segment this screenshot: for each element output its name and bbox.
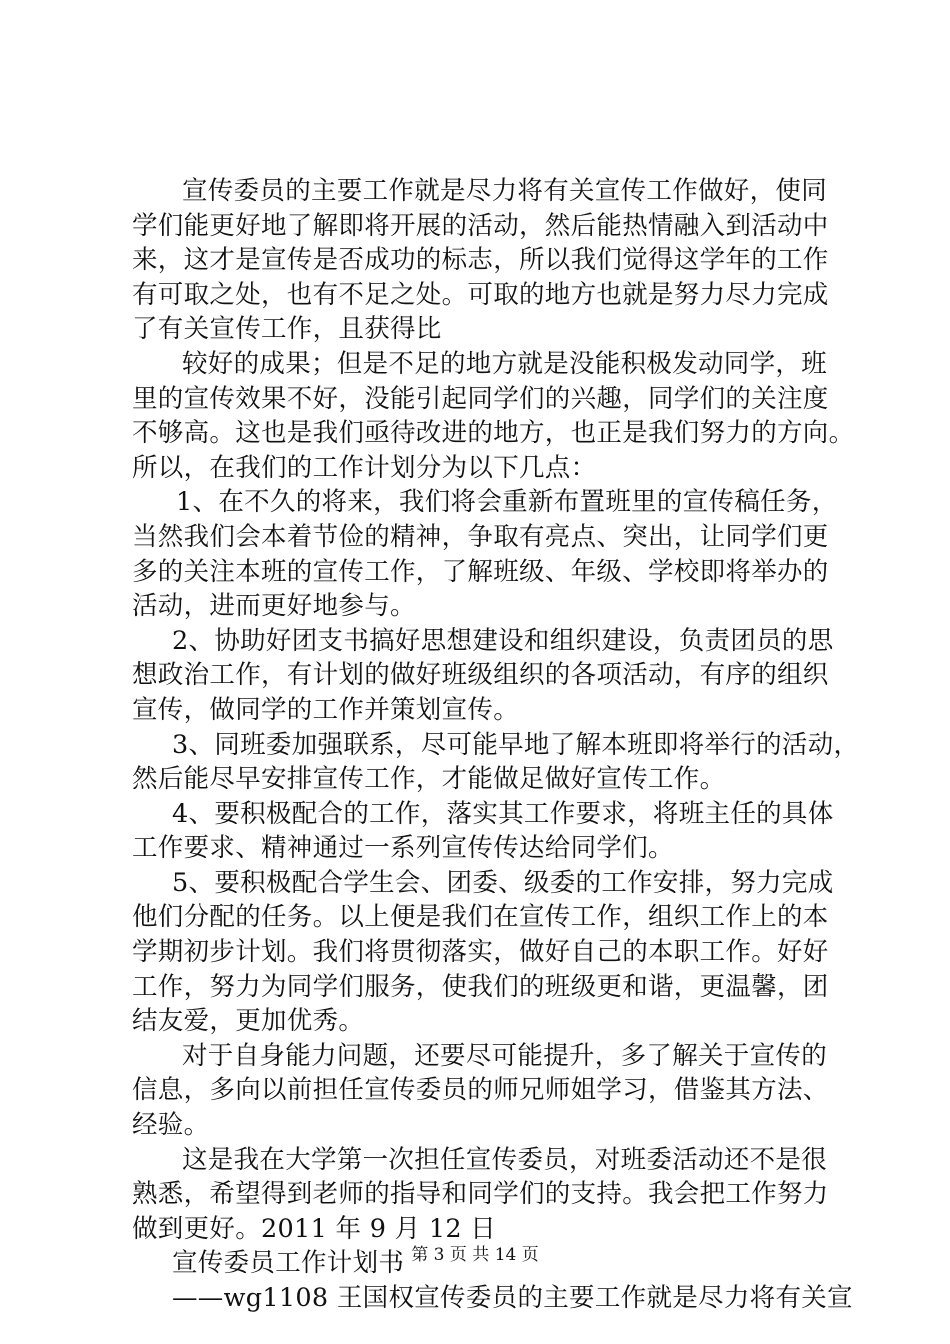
text-line: 不够高。这也是我们亟待改进的地方，也正是我们努力的方向。: [132, 418, 855, 449]
text-line: 对于自身能力问题，还要尽可能提升，多了解关于宣传的: [182, 1040, 828, 1071]
text-line: 了有关宣传工作，且获得比: [132, 314, 442, 345]
text-line: 结友爱，更加优秀。: [132, 1006, 365, 1037]
text-line: 当然我们会本着节俭的精神，争取有亮点、突出，让同学们更: [132, 521, 829, 552]
text-line: 较好的成果；但是不足的地方就是没能积极发动同学，班: [182, 348, 828, 379]
document-body: [132, 174, 860, 1316]
page-footer: 第 3 页 共 14 页: [411, 1245, 539, 1265]
text-line: 想政治工作，有计划的做好班级组织的各项活动，有序的组织: [132, 660, 829, 691]
section-title: 宣传委员工作计划书: [172, 1248, 405, 1279]
text-line: 熟悉，希望得到老师的指导和同学们的支持。我会把工作努力: [132, 1179, 829, 1210]
text-line: 经验。: [132, 1110, 210, 1141]
text-line: 里的宣传效果不好，没能引起同学们的兴趣，同学们的关注度: [132, 383, 829, 414]
text-line: 学们能更好地了解即将开展的活动，然后能热情融入到活动中: [132, 210, 829, 241]
text-line: 工作，努力为同学们服务，使我们的班级更和谐，更温馨，团: [132, 971, 829, 1002]
text-line: 有可取之处，也有不足之处。可取的地方也就是努力尽力完成: [132, 279, 829, 310]
text-line: 学期初步计划。我们将贯彻落实，做好自己的本职工作。好好: [132, 937, 829, 968]
text-line: 来，这才是宣传是否成功的标志，所以我们觉得这学年的工作: [132, 245, 829, 276]
text-line: 做到更好。2011 年 9 月 12 日: [132, 1213, 497, 1244]
author-line: ——wg1108 王国权宣传委员的主要工作就是尽力将有关宣: [172, 1283, 853, 1313]
text-line: 活动，进而更好地参与。: [132, 591, 416, 622]
text-line: 多的关注本班的宣传工作，了解班级、年级、学校即将举办的: [132, 556, 829, 587]
text-line: 工作要求、精神通过一系列宣传传达给同学们。: [132, 833, 674, 864]
text-line: 他们分配的任务。以上便是我们在宣传工作，组织工作上的本: [132, 902, 829, 933]
text-line: 1、在不久的将来，我们将会重新布置班里的宣传稿任务，: [176, 487, 838, 518]
text-line: 信息，多向以前担任宣传委员的师兄师姐学习，借鉴其方法、: [132, 1075, 829, 1106]
text-line: 宣传委员的主要工作就是尽力将有关宣传工作做好，使同: [182, 176, 828, 206]
text-line: 这是我在大学第一次担任宣传委员，对班委活动还不是很: [182, 1144, 828, 1175]
text-line: 然后能尽早安排宣传工作，才能做足做好宣传工作。: [132, 764, 726, 795]
text-line: 所以，在我们的工作计划分为以下几点：: [132, 452, 597, 483]
text-line: 2、协助好团支书搞好思想建设和组织建设，负责团员的思: [172, 625, 834, 656]
text-line: 5、要积极配合学生会、团委、级委的工作安排，努力完成: [172, 867, 834, 898]
text-line: 4、要积极配合的工作，落实其工作要求，将班主任的具体: [172, 798, 834, 829]
text-line: 3、同班委加强联系，尽可能早地了解本班即将举行的活动，: [172, 729, 860, 760]
text-line: 宣传，做同学的工作并策划宣传。: [132, 694, 520, 725]
